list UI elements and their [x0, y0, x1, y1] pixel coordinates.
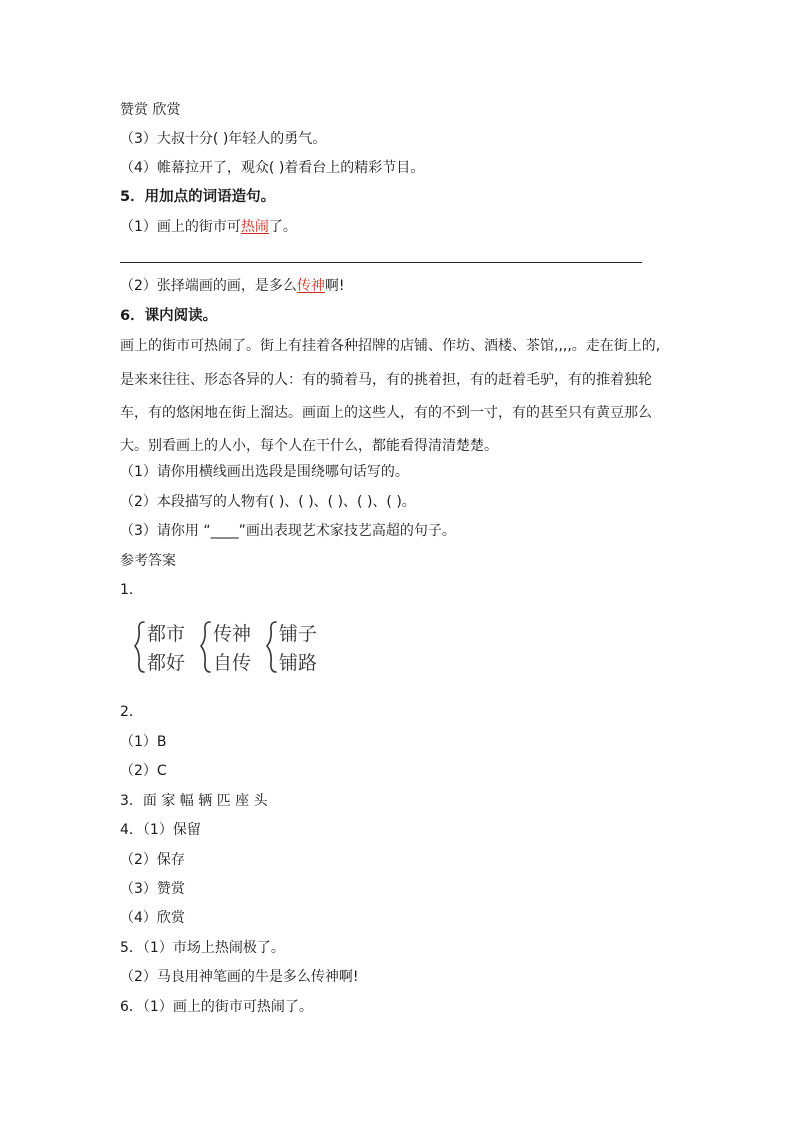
answer-5-2: （2）马良用神笔画的牛是多么传神啊!: [120, 969, 359, 985]
question-6-3: （3）请你用 “____”画出表现艺术家技艺高超的句子。: [120, 523, 456, 539]
question-5-title: 5．用加点的词语造句。: [120, 189, 276, 205]
answers-title: 参考答案: [120, 553, 176, 569]
keyword-renao: 热闹: [240, 219, 269, 235]
answer-1: 1．: [120, 582, 143, 598]
hw-word-1-top: 都市: [147, 623, 186, 645]
question-5-1-prefix: （1）画上的街市可: [120, 219, 241, 235]
answer-4-3: （3）赞赏: [120, 881, 185, 897]
answer-2-1: （1）B: [120, 734, 167, 750]
answer-4-1: 4．（1）保留: [120, 822, 201, 838]
keyword-chuanshen: 传神: [296, 278, 325, 294]
handwritten-answer-image: [134, 616, 330, 678]
brace-3-icon: [267, 622, 276, 672]
answer-2: 2．: [120, 704, 143, 720]
option-words: 赞赏 欣赏: [120, 102, 181, 118]
question-6-2: （2）本段描写的人物有( )、( )、( )、( )、( )。: [120, 494, 416, 510]
question-4-3: （3）大叔十分( )年轻人的勇气。: [120, 131, 327, 147]
hw-word-2-top: 传神: [213, 623, 252, 645]
answer-2-2: （2）C: [120, 763, 167, 779]
handwriting-svg: [134, 616, 330, 678]
hw-word-1-bottom: 都好: [147, 652, 186, 674]
passage-line-2: 是来来往往、形态各异的人：有的骑着马，有的挑着担，有的赶着毛驴，有的推着独轮: [120, 372, 652, 388]
answer-6-1: 6．（1）画上的街市可热闹了。: [120, 999, 313, 1015]
passage-line-3: 车，有的悠闲地在街上溜达。画面上的这些人，有的不到一寸，有的甚至只有黄豆那么: [120, 405, 652, 421]
question-5-1-suffix: 了。: [268, 219, 297, 235]
hw-word-2-bottom: 自传: [213, 652, 252, 674]
passage-line-4: 大。别看画上的人小，每个人在干什么，都能看得清清楚楚。: [120, 438, 498, 454]
question-5-2: [120, 277, 345, 295]
question-5-2-suffix: 啊!: [324, 278, 345, 294]
brace-2-icon: [201, 622, 210, 672]
answer-5-1: 5．（1）市场上热闹极了。: [120, 940, 285, 956]
passage-line-1: 画上的街市可热闹了。街上有挂着各种招牌的店铺、作坊、酒楼、茶馆,,,,。走在街上的,: [120, 338, 661, 354]
question-6-title: 6．课内阅读。: [120, 308, 218, 324]
answer-3: 3．面 家 幅 辆 匹 座 头: [120, 793, 268, 809]
answer-4-2: （2）保存: [120, 852, 185, 868]
hw-word-3-bottom: 铺路: [279, 652, 318, 674]
answer-line: [120, 262, 642, 263]
question-4-4: （4）帷幕拉开了，观众( )着看台上的精彩节目。: [120, 160, 425, 176]
question-6-1: （1）请你用横线画出选段是围绕哪句话写的。: [120, 464, 409, 480]
question-5-1: [120, 218, 297, 236]
hw-word-3-top: 铺子: [279, 623, 318, 645]
question-5-2-prefix: （2）张择端画的画，是多么: [120, 278, 297, 294]
answer-4-4: （4）欣赏: [120, 910, 185, 926]
brace-1-icon: [135, 622, 144, 672]
